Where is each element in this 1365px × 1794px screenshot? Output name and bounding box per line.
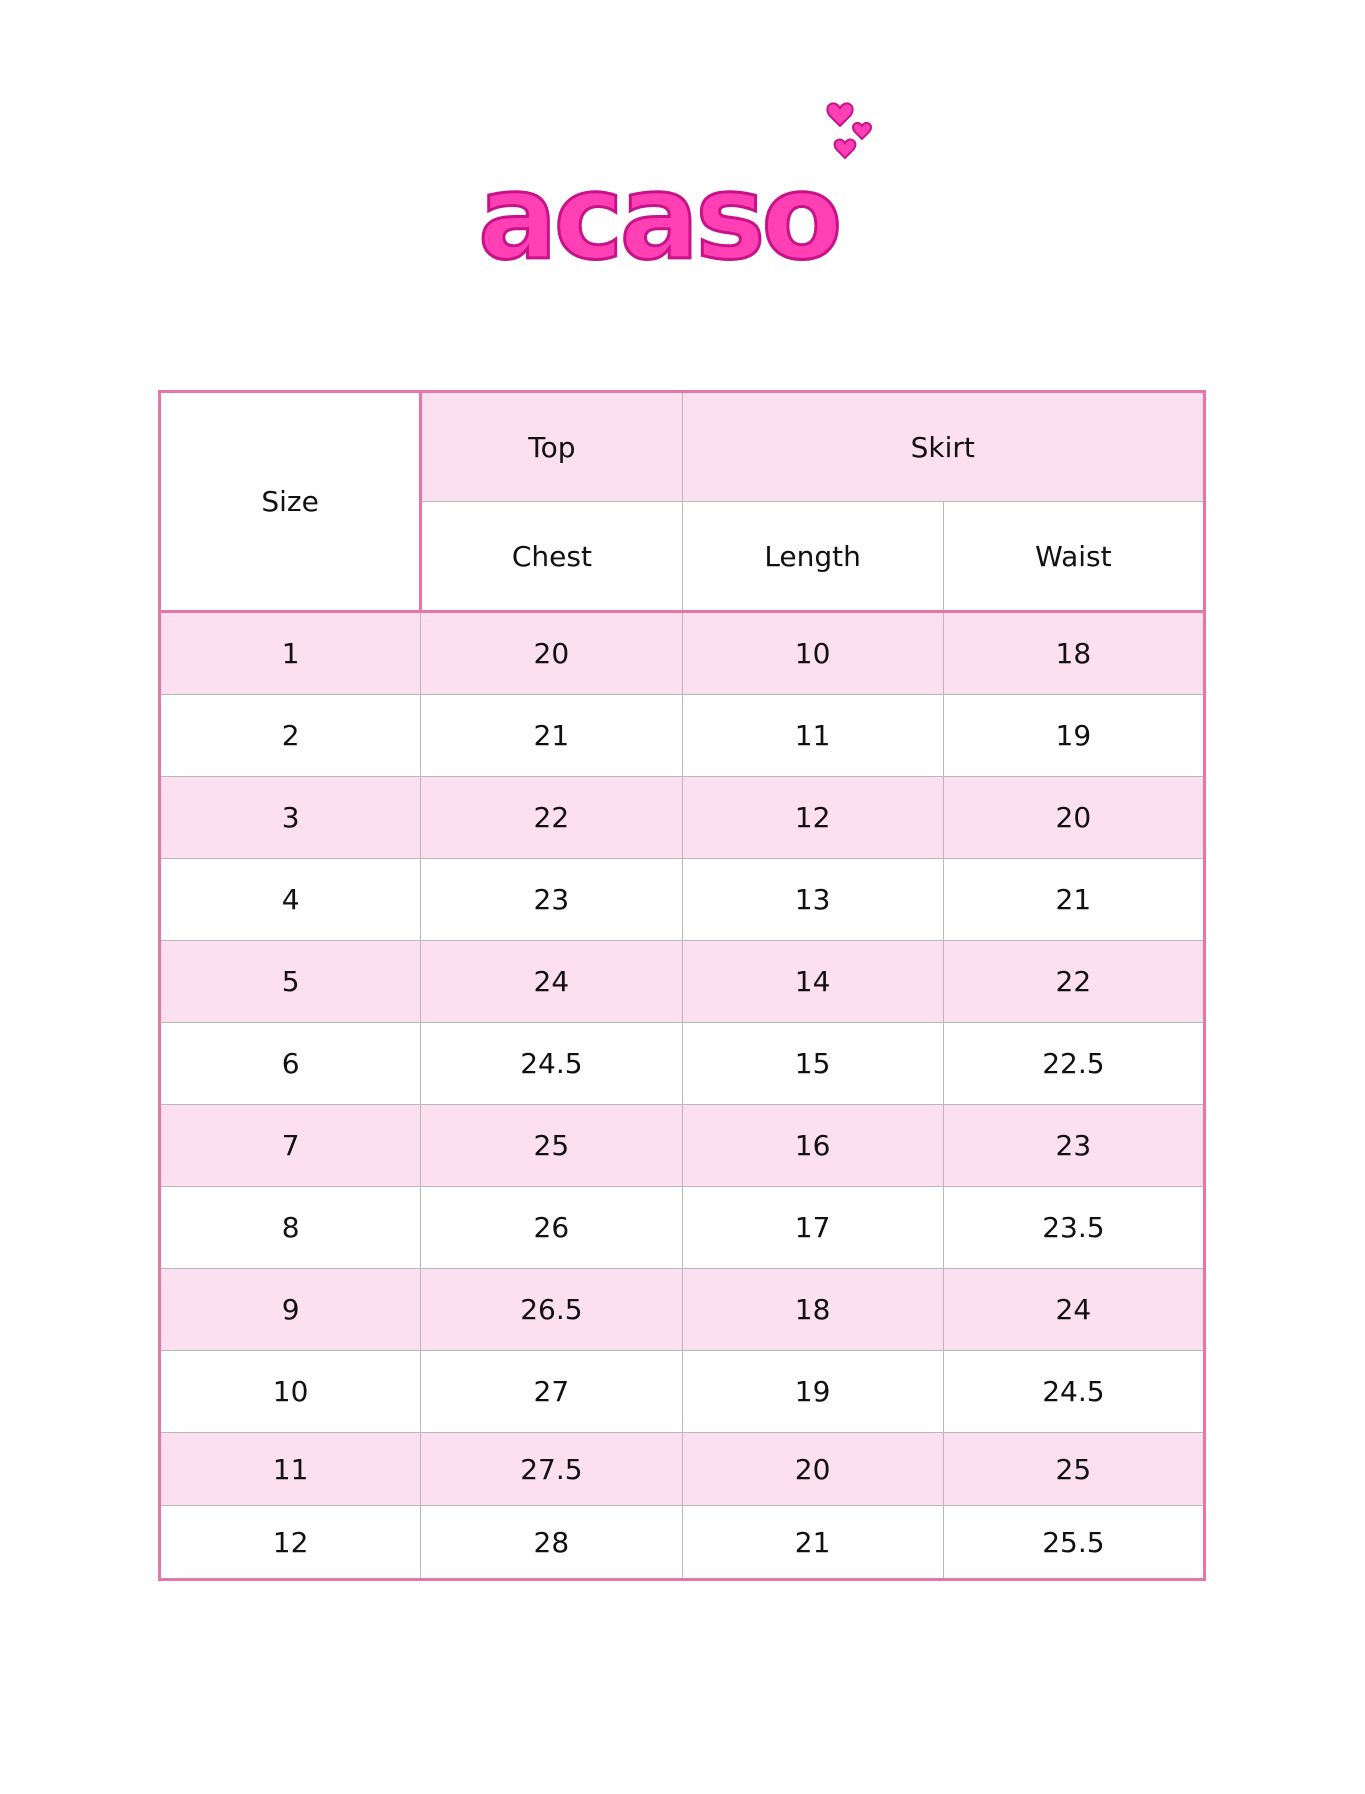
table-row [160, 1269, 1205, 1351]
cell-length: 10 [682, 612, 943, 695]
header-group-skirt: Skirt [682, 392, 1205, 502]
table-row [160, 859, 1205, 941]
header-waist: Waist [943, 502, 1204, 612]
cell-waist: 21 [943, 859, 1204, 941]
cell-size: 7 [160, 1105, 421, 1187]
header-length: Length [682, 502, 943, 612]
cell-length: 21 [682, 1506, 943, 1580]
cell-size: 1 [160, 612, 421, 695]
cell-chest: 24 [421, 941, 682, 1023]
cell-waist: 24.5 [943, 1351, 1204, 1433]
table-row [160, 777, 1205, 859]
header-chest: Chest [421, 502, 682, 612]
cell-waist: 22 [943, 941, 1204, 1023]
cell-chest: 27.5 [421, 1433, 682, 1506]
cell-chest: 24.5 [421, 1023, 682, 1105]
cell-size: 2 [160, 695, 421, 777]
brand-logo [470, 88, 890, 278]
cell-length: 11 [682, 695, 943, 777]
cell-length: 20 [682, 1433, 943, 1506]
cell-size: 10 [160, 1351, 421, 1433]
cell-length: 13 [682, 859, 943, 941]
cell-chest: 20 [421, 612, 682, 695]
table-row [160, 1105, 1205, 1187]
cell-chest: 25 [421, 1105, 682, 1187]
cell-size: 3 [160, 777, 421, 859]
table-row [160, 941, 1205, 1023]
cell-waist: 23 [943, 1105, 1204, 1187]
cell-chest: 27 [421, 1351, 682, 1433]
table-row [160, 695, 1205, 777]
cell-size: 11 [160, 1433, 421, 1506]
cell-waist: 19 [943, 695, 1204, 777]
cell-waist: 23.5 [943, 1187, 1204, 1269]
cell-size: 8 [160, 1187, 421, 1269]
cell-waist: 20 [943, 777, 1204, 859]
cell-length: 15 [682, 1023, 943, 1105]
header-group-top: Top [421, 392, 682, 502]
cell-size: 9 [160, 1269, 421, 1351]
cell-chest: 21 [421, 695, 682, 777]
header-size: Size [160, 392, 421, 612]
cell-length: 18 [682, 1269, 943, 1351]
table-row [160, 1023, 1205, 1105]
cell-waist: 24 [943, 1269, 1204, 1351]
cell-length: 17 [682, 1187, 943, 1269]
table-row [160, 1187, 1205, 1269]
cell-chest: 26 [421, 1187, 682, 1269]
cell-waist: 22.5 [943, 1023, 1204, 1105]
cell-length: 14 [682, 941, 943, 1023]
cell-chest: 23 [421, 859, 682, 941]
cell-size: 4 [160, 859, 421, 941]
table-row [160, 612, 1205, 695]
table-row [160, 1351, 1205, 1433]
cell-waist: 25.5 [943, 1506, 1204, 1580]
cell-chest: 28 [421, 1506, 682, 1580]
cell-waist: 18 [943, 612, 1204, 695]
cell-length: 12 [682, 777, 943, 859]
cell-waist: 25 [943, 1433, 1204, 1506]
cell-length: 19 [682, 1351, 943, 1433]
cell-chest: 22 [421, 777, 682, 859]
size-chart-table [158, 390, 1206, 1581]
cell-size: 12 [160, 1506, 421, 1580]
cell-size: 5 [160, 941, 421, 1023]
logo-wordmark: acaso [478, 148, 839, 278]
cell-size: 6 [160, 1023, 421, 1105]
cell-chest: 26.5 [421, 1269, 682, 1351]
table-row [160, 1433, 1205, 1506]
cell-length: 16 [682, 1105, 943, 1187]
table-row [160, 1506, 1205, 1580]
